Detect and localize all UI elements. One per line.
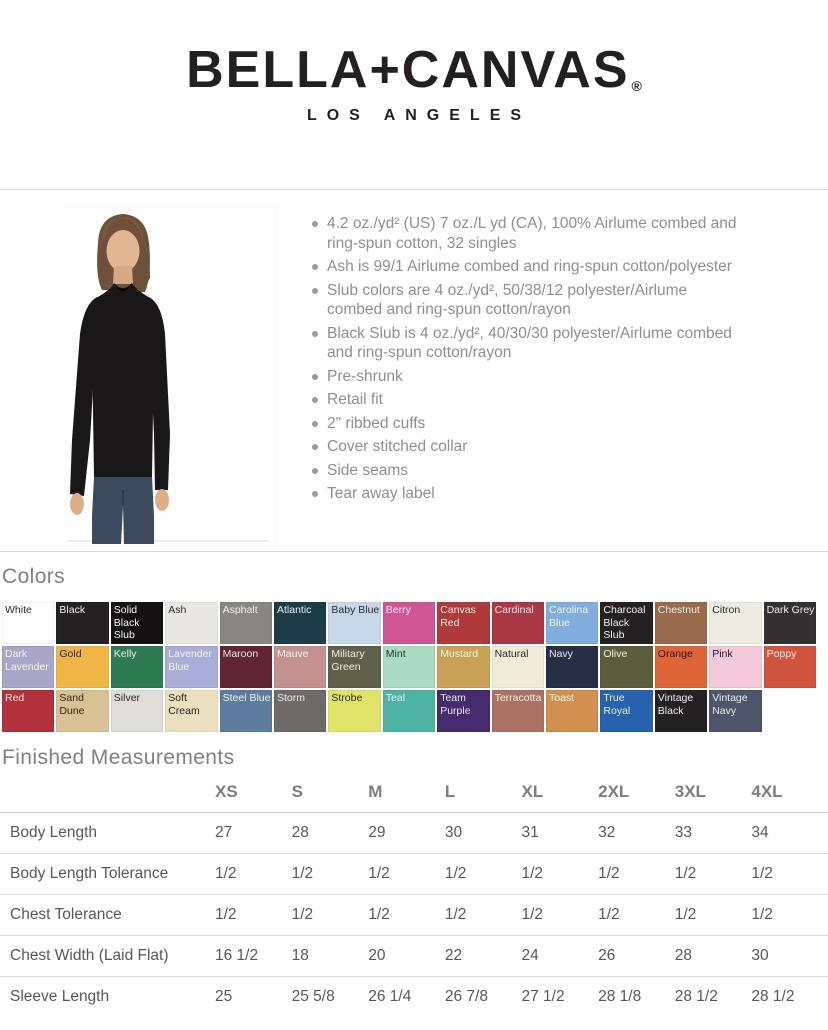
color-swatch (56, 690, 108, 732)
measurement-value: 1/2 (751, 906, 773, 923)
color-swatch-label: Orange (657, 648, 693, 660)
color-swatch (383, 602, 435, 644)
color-swatch-label: Poppy (766, 648, 797, 660)
color-swatch (111, 646, 163, 688)
measurement-row-label: Body Length (10, 824, 98, 841)
size-column-header: 4XL (751, 782, 783, 801)
measurement-value: 1/2 (215, 865, 237, 882)
registered-trademark-symbol: ® (631, 78, 642, 94)
product-photo (62, 204, 278, 544)
color-swatch-label: Solid Black Slub (113, 604, 140, 641)
feature-text: Pre-shrunk (327, 367, 403, 385)
measurement-value: 25 5/8 (291, 988, 335, 1005)
color-swatch (2, 646, 54, 688)
color-swatch (328, 602, 380, 644)
measurement-value: 24 (521, 947, 539, 964)
color-swatch (274, 602, 326, 644)
measurement-value: 27 1/2 (521, 988, 565, 1005)
color-swatch-label: Citron (712, 604, 741, 616)
measurement-value: 1/2 (598, 906, 620, 923)
color-swatch (220, 690, 272, 732)
color-swatch (655, 646, 707, 688)
color-swatch (764, 646, 816, 688)
color-swatch-label: Charcoal Black Slub (603, 604, 646, 641)
color-swatch (492, 602, 544, 644)
color-swatch-label: Vintage Black (657, 692, 694, 717)
measurement-value: 28 1/2 (674, 988, 718, 1005)
color-swatch-label: Vintage Navy (712, 692, 748, 717)
color-swatch (437, 646, 489, 688)
color-swatch (111, 602, 163, 644)
color-swatch-label: Team Purple (440, 692, 471, 717)
feature-text: Side seams (327, 461, 408, 479)
color-swatch (492, 690, 544, 732)
color-swatch (546, 602, 598, 644)
color-swatch-label: Military Green (331, 648, 365, 673)
color-swatch-label: Maroon (222, 648, 259, 660)
color-swatch-label: Olive (603, 648, 628, 660)
color-swatch-label: True Royal (603, 692, 631, 717)
color-swatch-label: Mustard (440, 648, 479, 660)
color-swatch (764, 602, 816, 644)
color-swatch-label: Atlantic (277, 604, 312, 616)
measurement-value: 25 (215, 988, 233, 1005)
color-swatch-label: Strobe (331, 692, 363, 704)
measurement-row (0, 895, 828, 936)
color-swatch (56, 602, 108, 644)
color-swatch (56, 646, 108, 688)
colors-title: Colors (2, 565, 66, 588)
feature-text: Retail fit (327, 391, 383, 408)
measurement-row (0, 854, 828, 895)
measurement-row-label: Sleeve Length (10, 988, 110, 1005)
color-swatch (328, 690, 380, 732)
color-swatch (111, 690, 163, 732)
color-swatch-label: Silver (113, 692, 141, 704)
measurement-value: 1/2 (368, 906, 390, 923)
feature-item (308, 390, 744, 410)
color-swatch-label: Dark Grey (766, 604, 815, 616)
color-swatch (165, 646, 217, 688)
color-swatch (274, 690, 326, 732)
color-swatch-label: Teal (385, 692, 406, 704)
model-illustration (62, 204, 278, 544)
color-swatch (2, 602, 54, 644)
color-swatch-label: Chestnut (657, 604, 700, 616)
measurement-value: 26 1/4 (368, 988, 412, 1005)
color-swatch (709, 602, 761, 644)
size-header-row (0, 776, 828, 813)
color-swatch (709, 690, 761, 732)
measurements-title: Finished Measurements (2, 746, 235, 769)
color-swatch-label: Steel Blue (222, 692, 271, 704)
measurement-value: 1/2 (291, 906, 314, 923)
brand-name: BELLA+CANVAS (186, 41, 630, 99)
brand-header (0, 0, 828, 190)
feature-list (308, 204, 744, 551)
measurement-value: 31 (521, 824, 539, 841)
size-column-header: M (368, 782, 383, 801)
measurement-value: 27 (215, 824, 233, 841)
color-swatch-label: Kelly (113, 648, 137, 660)
feature-text: Tear away label (327, 485, 435, 502)
color-swatch (600, 602, 652, 644)
feature-text: 2" ribbed cuffs (327, 414, 426, 432)
feature-item (308, 437, 744, 457)
color-swatch-label: Ash (168, 604, 187, 616)
color-swatch-label: Gold (59, 648, 82, 660)
measurement-value: 1/2 (215, 906, 237, 923)
measurement-value: 28 1/8 (598, 988, 642, 1005)
measurement-row (0, 936, 828, 977)
color-swatch-label: Carolina Blue (549, 604, 589, 629)
feature-item (308, 461, 744, 481)
color-swatch (437, 602, 489, 644)
size-column-header: XL (521, 782, 544, 801)
measurement-row-label: Chest Width (Laid Flat) (10, 947, 169, 964)
color-swatch (383, 646, 435, 688)
color-swatch (165, 602, 217, 644)
feature-text: Ash is 99/1 Airlume combed and ring-spun cotton/polyester (327, 258, 732, 275)
color-swatch-label: Soft Cream (168, 692, 200, 717)
measurement-value: 30 (444, 824, 463, 841)
color-swatch (600, 646, 652, 688)
measurement-row-label: Chest Tolerance (10, 906, 122, 923)
measurements-table-head (0, 776, 828, 813)
colors-section (0, 552, 828, 732)
color-swatch-label: Terracotta (494, 692, 542, 704)
color-swatch-label: Red (5, 692, 25, 704)
measurement-value: 29 (368, 824, 386, 841)
measurement-row-label: Body Length Tolerance (10, 865, 169, 882)
measurement-value: 34 (751, 824, 769, 841)
measurement-value: 20 (368, 947, 386, 964)
size-header-blank (0, 776, 215, 813)
measurement-value: 1/2 (444, 865, 467, 882)
color-swatch-label: Storm (277, 692, 306, 704)
color-swatch-label: Cardinal (494, 604, 534, 616)
measurement-value: 1/2 (368, 865, 390, 882)
color-swatch-label: Toast (549, 692, 575, 704)
color-swatch-label: Pink (712, 648, 733, 660)
color-swatch (2, 690, 54, 732)
feature-item (308, 414, 744, 434)
color-swatch (492, 646, 544, 688)
feature-item (308, 367, 744, 387)
color-swatch (655, 602, 707, 644)
color-swatch-label: Black (59, 604, 86, 616)
brand-subtitle: LOS ANGELES (306, 107, 532, 124)
color-swatch (220, 646, 272, 688)
size-column-header: 3XL (674, 782, 706, 801)
measurement-value: 1/2 (751, 865, 773, 882)
feature-item (308, 257, 744, 277)
color-swatch (274, 646, 326, 688)
color-swatch (546, 646, 598, 688)
measurement-value: 28 (291, 824, 309, 841)
color-swatch (709, 646, 761, 688)
measurements-table (0, 776, 828, 1017)
color-swatch-label: White (5, 604, 32, 616)
color-swatch (437, 690, 489, 732)
measurement-value: 1/2 (521, 865, 544, 882)
feature-text: Cover stitched collar (327, 438, 468, 455)
brand-logo (186, 41, 642, 99)
size-column-header: XS (215, 782, 238, 801)
feature-text: 4.2 oz./yd² (US) 7 oz./L yd (CA), 100% Airlume combed and ring-spun cotton, 32 singles (327, 215, 737, 252)
size-column-header: L (444, 782, 456, 801)
color-swatch-label: Mint (385, 648, 406, 660)
measurements-section (0, 732, 828, 1017)
color-swatch-label: Asphalt (222, 604, 258, 616)
color-grid (2, 602, 816, 732)
size-column-header: S (291, 782, 303, 801)
measurement-value: 26 7/8 (444, 988, 488, 1005)
measurement-value: 18 (291, 947, 309, 964)
measurements-table-body (0, 813, 828, 1018)
feature-item (308, 484, 744, 504)
color-swatch-label: Lavender Blue (168, 648, 212, 673)
color-swatch-label: Berry (385, 604, 411, 616)
color-swatch (655, 690, 707, 732)
measurement-value: 16 1/2 (215, 947, 259, 964)
color-swatch (220, 602, 272, 644)
measurement-value: 1/2 (674, 865, 697, 882)
color-swatch-label: Mauve (277, 648, 309, 660)
color-swatch (328, 646, 380, 688)
color-swatch (165, 690, 217, 732)
feature-item (308, 324, 744, 363)
measurement-value: 1/2 (521, 906, 544, 923)
measurement-value: 28 (674, 947, 692, 964)
feature-item (308, 281, 744, 320)
feature-item (308, 214, 744, 253)
color-swatch (600, 690, 652, 732)
color-swatch-label: Baby Blue (331, 604, 380, 616)
measurement-value: 1/2 (674, 906, 697, 923)
measurement-value: 32 (598, 824, 616, 841)
measurement-value: 22 (444, 947, 463, 964)
product-section (0, 190, 828, 552)
measurement-row (0, 977, 828, 1018)
feature-text: Black Slub is 4 oz./yd², 40/30/30 polyester/Airlume combed and ring-spun cotton/rayon (327, 324, 732, 361)
measurement-value: 26 (598, 947, 616, 964)
color-swatch-label: Natural (494, 648, 529, 660)
measurement-value: 1/2 (444, 906, 467, 923)
color-swatch (546, 690, 598, 732)
measurement-value: 30 (751, 947, 769, 964)
color-swatch-label: Dark Lavender (5, 648, 49, 673)
color-swatch (383, 690, 435, 732)
size-column-header: 2XL (598, 782, 630, 801)
color-swatch-label: Canvas Red (440, 604, 476, 629)
measurement-value: 28 1/2 (751, 988, 795, 1005)
measurement-row (0, 813, 828, 854)
feature-text: Slub colors are 4 oz./yd², 50/38/12 polyester/Airlume combed and ring-spun cotton/rayon (327, 281, 688, 318)
color-swatch-label: Navy (549, 648, 573, 660)
measurement-value: 1/2 (291, 865, 314, 882)
measurement-value: 33 (674, 824, 692, 841)
measurement-value: 1/2 (598, 865, 620, 882)
color-swatch-label: Sand Dune (59, 692, 85, 717)
